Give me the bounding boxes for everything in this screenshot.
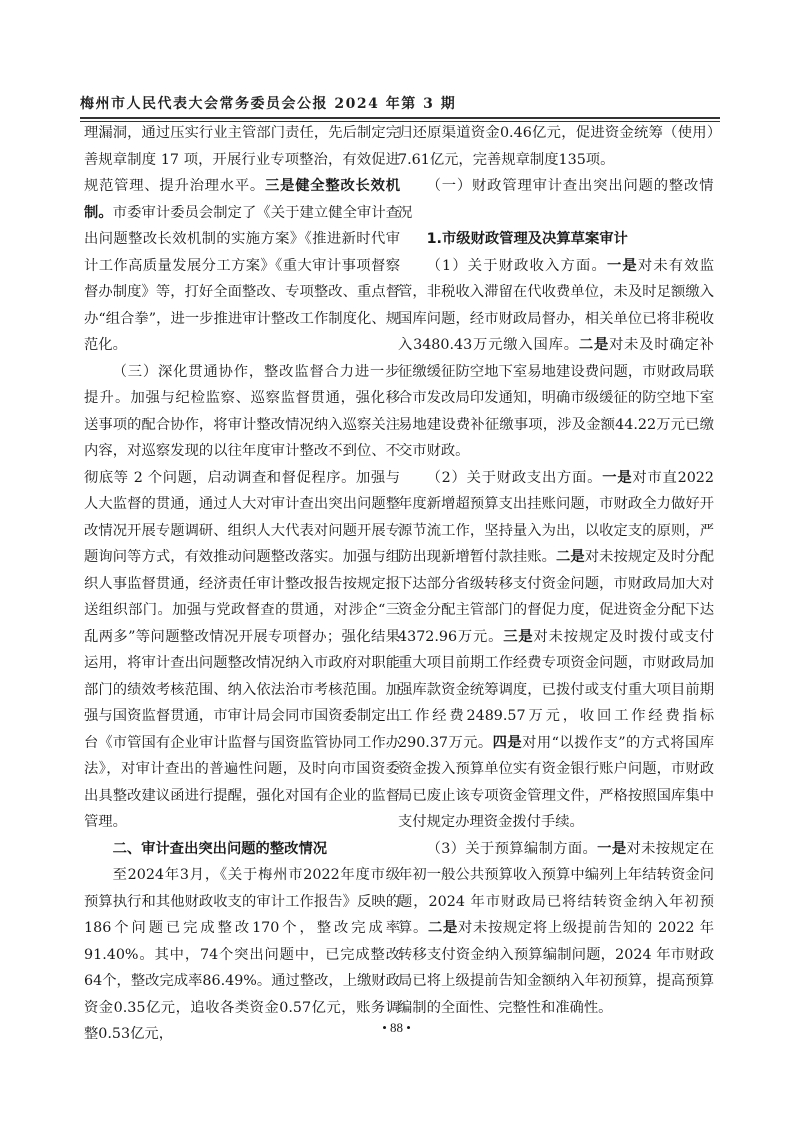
paragraph — [84, 359, 400, 836]
text: 对市直2022年度新增超预算支出挂账问题，市财政全力做好开源节流工作，坚持量入为出，以收定支的原则，严防出现新增暂付款挂账。 — [398, 469, 715, 565]
paragraph — [398, 253, 714, 465]
paragraph: 至2024年3月，《关于梅州市2022年度市级预算执行和其他财政收支的审计工作报告》反映的186个问题已完成整改170个，整改完成率91.40%。其中，74个突出问题中，已完成整改64个，整改完成率86.49%。通过整改，上缴财政资金0.35亿元，追收各类资金0.57亿元，账务调整0.53亿元， — [84, 867, 400, 1042]
journal-header: 梅州市人民代表大会常务委员会公报 2024 年第 3 期 — [80, 96, 457, 112]
bold-text: 一是 — [606, 257, 638, 274]
text: 市委审计委员会制定了《关于建立健全审计查出问题整改长效机制的实施方案》《推进新时代审计工作高质量发展分工方案》《重大审计事项督察督办制度》等，打好全面整改、专项整改、重点督办“组合拳”，进一步推进审计整改工作制度化、规范化。 — [84, 204, 400, 353]
paragraph: 归还原渠道资金0.46亿元，促进资金统筹（使用）7.61亿元，完善规章制度135项。 — [398, 125, 714, 168]
subsection-heading: 1.市级财政管理及决算草案审计 — [426, 231, 628, 247]
paragraph — [84, 120, 400, 359]
section-title: （三）深化贯通协作，整改监督合力进一步提升。 — [84, 363, 400, 406]
text: 对未按规定在年初一般公共预算收入预算中编列上年结转资金问题，2024 年市财政局已将结转资金纳入年初预算。 — [398, 840, 715, 936]
section-title: （一）财政管理审计查出突出问题的整改情况 — [398, 178, 714, 221]
text: 对用“以拨作支”的方式将国库资金拨入预算单位实有资金银行账户问题，市财政局已废止该专项资金管理文件，严格按照国库集中支付规定办理资金拨付手续。 — [398, 734, 714, 830]
section-heading: 二、审计查出突出问题的整改情况 — [112, 840, 328, 857]
text: 对未按规定将上级提前告知的 2022 年转移支付资金纳入预算编制问题，2024 年市财政局已将上级提前告知金额纳入年初预算，提高预算编制的全面性、完整性和准确性。 — [398, 920, 714, 1016]
bold-text: 一是 — [602, 469, 633, 486]
text: 对未按规定及时拨付或支付重大项目前期工作经费专项资金问题，市财政局加强库款资金统筹调度，已拨付或支付重大项目前期工作经费2489.57万元，收回工作经费指标290.37万元。 — [398, 628, 715, 751]
header-rule — [80, 117, 720, 119]
paragraph — [398, 836, 714, 1022]
bold-text: 二是 — [578, 337, 610, 353]
bold-text: 二是 — [556, 549, 585, 565]
bold-text: 三是 — [503, 628, 534, 645]
text: 对未按规定及时分配下达部分省级转移支付资金问题，市财政局加大对资金分配主管部门的督促力度，促进资金分配下达4372.96万元。 — [398, 549, 715, 645]
text: 对未及时确定补征缴缓征防空地下室易地建设费问题，市财政局联合市发改局印发通知，明确市级缓征的防空地下室易地建设费补征缴事项，涉及金额44.22万元已缴交市财政。 — [398, 337, 715, 459]
text: （1）关于财政收入方面。 — [426, 257, 607, 274]
bold-text: 一是 — [597, 840, 627, 857]
right-column — [398, 120, 714, 1021]
text: 理漏洞，通过压实行业主管部门责任，先后制定完善规章制度 17 项，开展行业专项整治，有效促进规范管理、提升治理水平。 — [84, 125, 400, 194]
bold-text: 二是 — [427, 920, 458, 936]
page-number: • 88 • — [382, 1020, 411, 1035]
text: 对未有效监管，非税收入滞留在代收费单位，未及时足额缴入国库问题，经市财政局督办，相关单位已将非税收入3480.43万元缴入国库。 — [398, 257, 714, 353]
text: 加强与纪检监察、巡察监督贯通，强化移送事项的配合协作，将审计整改情况纳入巡察关注内容，对巡察发现的以往年度审计整改不到位、不彻底等 2 个问题，启动调查和督促程序。加强与人大监督的贯通，通过人大对审计查出突出问题整改情况开展专题调研、组织人大代表对问题开展专题询问等方式，有效推动问题整改落实。加强与组织人事监督贯通，经济责任审计整改报告按规定报送组织部门。加强与党政督查的贯通，对涉企“三乱两多”等问题整改情况开展专项督办；强化结果运用，将审计查出问题整改情况纳入市政府对职能部门的绩效考核范围、纳入依法治市考核范围。加强与国资监督贯通，市审计局会同市国资委制定出台《市管国有企业审计监督与国资监管协同工作办法》，对审计查出的普遍性问题，及时向市国资委出具整改建议函进行提醒，强化对国有企业的监督管理。 — [84, 390, 400, 830]
left-column — [84, 120, 400, 1048]
bold-text: 四是 — [492, 734, 523, 751]
text: （3）关于预算编制方面。 — [426, 840, 598, 857]
bold-text: 三是健全整改长效机制。 — [84, 178, 401, 221]
paragraph — [398, 465, 714, 836]
text: （2）关于财政支出方面。 — [426, 469, 603, 486]
